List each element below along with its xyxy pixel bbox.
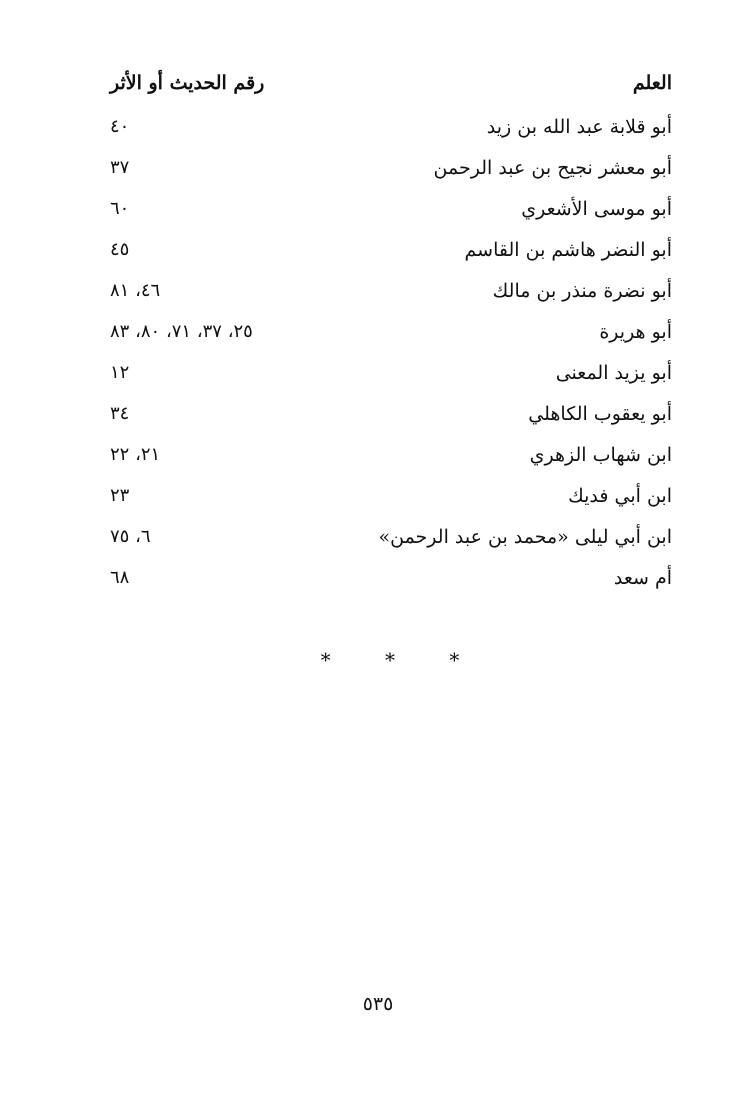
entry-name: أبو النضر هاشم بن القاسم <box>464 239 672 261</box>
entry-references: ١٢ <box>110 362 130 383</box>
entry-references: ٦٠ <box>110 198 130 219</box>
entry-name: أبو يعقوب الكاهلي <box>528 403 672 425</box>
entry-references: ٣٤ <box>110 403 130 424</box>
reference-column-heading: رقم الحديث أو الأثر <box>110 72 265 94</box>
entry-name: أبو نضرة منذر بن مالك <box>492 280 672 302</box>
section-ornament: * * * <box>320 648 484 672</box>
index-entries <box>110 116 672 608</box>
entry-references: ٢٥، ٣٧، ٧١، ٨٠، ٨٣ <box>110 321 253 342</box>
entry-references: ٢٣ <box>110 485 130 506</box>
entry-name: ابن أبي ليلى «محمد بن عبد الرحمن» <box>378 526 672 548</box>
index-entry <box>110 239 672 280</box>
index-entry <box>110 403 672 444</box>
page-number: ٥٣٥ <box>362 993 394 1015</box>
entry-name: أبو معشر نجيح بن عبد الرحمن <box>433 157 672 179</box>
index-entry <box>110 116 672 157</box>
index-entry <box>110 485 672 526</box>
index-entry <box>110 362 672 403</box>
entry-references: ٤٠ <box>110 116 130 137</box>
name-column-heading: العلم <box>632 72 672 94</box>
index-entry <box>110 198 672 239</box>
index-entry <box>110 567 672 608</box>
entry-references: ٣٧ <box>110 157 130 178</box>
entry-name: أبو قلابة عبد الله بن زيد <box>486 116 672 138</box>
entry-name: أبو موسى الأشعري <box>521 198 672 220</box>
entry-references: ٦، ٧٥ <box>110 526 151 547</box>
index-entry <box>110 321 672 362</box>
index-entry <box>110 444 672 485</box>
entry-name: أم سعد <box>613 567 672 589</box>
index-header <box>110 72 672 104</box>
entry-references: ٦٨ <box>110 567 130 588</box>
entry-references: ٤٦، ٨١ <box>110 280 161 301</box>
index-entry <box>110 157 672 198</box>
entry-references: ٢١، ٢٢ <box>110 444 161 465</box>
entry-name: ابن أبي فديك <box>568 485 672 507</box>
entry-name: أبو هريرة <box>599 321 672 343</box>
entry-name: ابن شهاب الزهري <box>529 444 672 466</box>
index-entry <box>110 526 672 567</box>
entry-name: أبو يزيد المعنى <box>555 362 672 384</box>
entry-references: ٤٥ <box>110 239 130 260</box>
index-entry <box>110 280 672 321</box>
